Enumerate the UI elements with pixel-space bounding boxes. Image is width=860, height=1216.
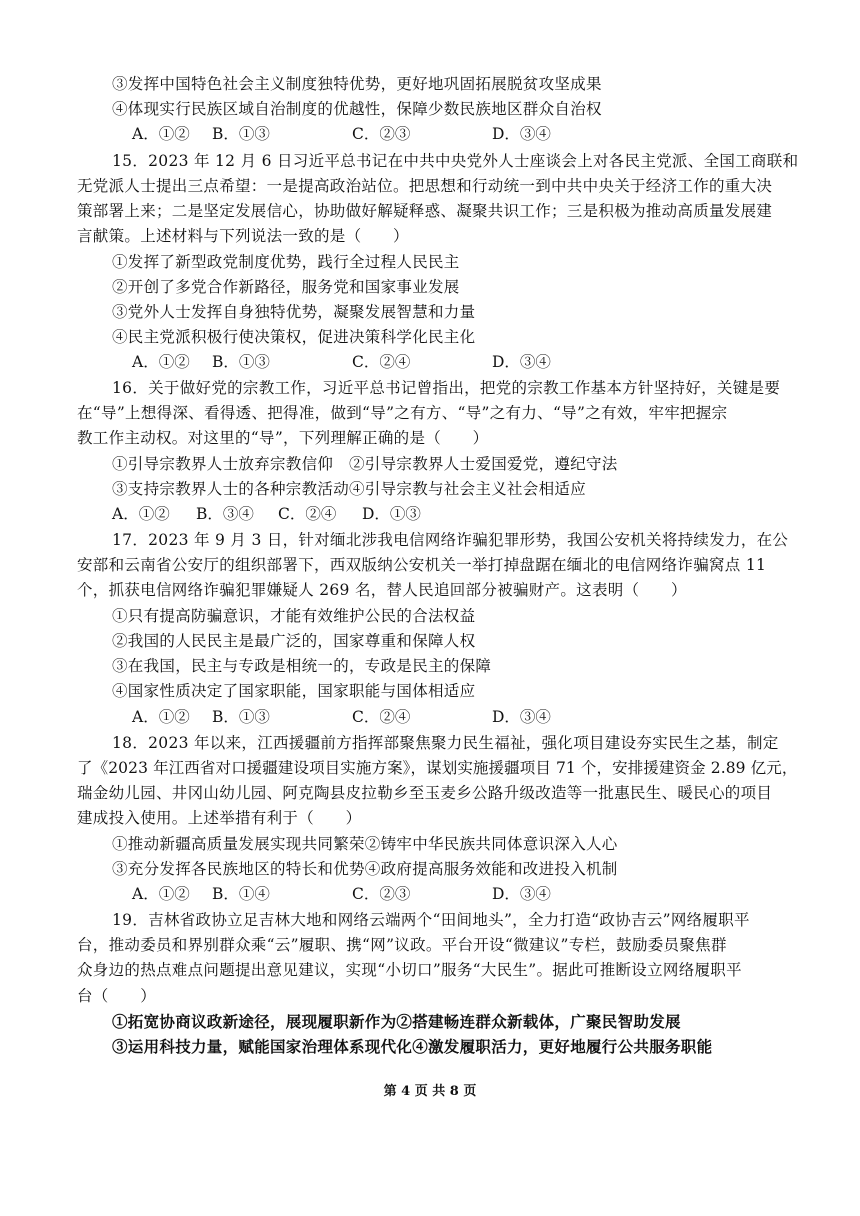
q16-option-a: A．①② <box>112 505 170 523</box>
q19-items-row-1: ①拓宽协商议政新途径，展现履职新作为②搭建畅连群众新载体，广聚民智助发展 <box>112 1012 681 1031</box>
q14-option-c: C．②③ <box>352 125 411 143</box>
q19-stem-line-2: 台，推动委员和界别群众乘“云”履职、携“网”议政。平台开设“微建议”专栏，鼓励委员聚焦群 <box>77 936 727 954</box>
q18-option-c: C．②③ <box>352 885 411 903</box>
q17-stem-line-3: 个，抓获电信网络诈骗犯罪嫌疑人 269 名，替人民追回部分被骗财产。这表明（ ） <box>77 581 687 599</box>
q18-option-a: A．①② <box>132 885 190 903</box>
q15-option-a: A．①② <box>132 353 190 371</box>
q15-stem-line-3: 策部署上来；二是坚定发展信心，协助做好解疑释惑、凝聚共识工作；三是积极为推动高质量发展建 <box>77 202 773 220</box>
q16-option-b: B．③④ <box>196 505 254 523</box>
q17-item-3: ③在我国，民主与专政是相统一的，专政是民主的保障 <box>112 657 492 675</box>
q16-stem-line-1: 16．关于做好党的宗教工作，习近平总书记曾指出，把党的宗教工作基本方针坚持好，关键是要 <box>112 379 781 397</box>
q18-stem-line-3: 瑞金幼儿园、井冈山幼儿园、阿克陶县皮拉勒乡至玉麦乡公路升级改造等一批惠民生、暖民心的项目 <box>77 784 773 802</box>
q16-items-row-1: ①引导宗教界人士放弃宗教信仰 ②引导宗教界人士爱国爱党，遵纪守法 <box>112 455 618 473</box>
q14-option-b: B．①③ <box>212 125 270 143</box>
q16-option-d: D．①③ <box>362 505 421 523</box>
q15-option-b: B．①③ <box>212 353 270 371</box>
q18-stem-line-1: 18．2023 年以来，江西援疆前方指挥部聚焦聚力民生福祉，强化项目建设夯实民生之基，制定 <box>112 734 779 752</box>
q19-stem-line-4: 台（ ） <box>77 987 157 1005</box>
q17-option-a: A．①② <box>132 708 190 726</box>
q18-stem-line-2: 了《2023 年江西省对口援疆建设项目实施方案》，谋划实施援疆项目 71 个，安排援建资金 2.89 亿元， <box>77 759 798 777</box>
q15-item-4: ④民主党派积极行使决策权，促进决策科学化民主化 <box>112 328 476 346</box>
q15-item-3: ③党外人士发挥自身独特优势，凝聚发展智慧和力量 <box>112 303 476 321</box>
q17-stem-line-1: 17．2023 年 9 月 3 日，针对缅北涉我电信网络诈骗犯罪形势，我国公安机关将持续发力，在公 <box>112 531 789 549</box>
q15-stem-line-2: 无党派人士提出三点希望：一是提高政治站位。把思想和行动统一到中共中央关于经济工作的重大决 <box>77 177 773 195</box>
q17-item-2: ②我国的人民民主是最广泛的，国家尊重和保障人权 <box>112 632 476 650</box>
q18-items-row-2: ③充分发挥各民族地区的特长和优势④政府提高服务效能和改进投入机制 <box>112 860 618 878</box>
q14-item-4: ④体现实行民族区域自治制度的优越性，保障少数民族地区群众自治权 <box>112 100 602 118</box>
q16-items-row-2: ③支持宗教界人士的各种宗教活动④引导宗教与社会主义社会相适应 <box>112 480 587 498</box>
q18-items-row-1: ①推动新疆高质量发展实现共同繁荣②铸牢中华民族共同体意识深入人心 <box>112 835 618 853</box>
q16-stem-line-2: 在“导”上想得深、看得透、把得准，做到“导”之有方、“导”之有力、“导”之有效，牢牢把握宗 <box>77 404 728 422</box>
page-number-footer: 第 4 页 共 8 页 <box>383 1084 477 1099</box>
q14-item-3: ③发挥中国特色社会主义制度独特优势，更好地巩固拓展脱贫攻坚成果 <box>112 75 602 93</box>
q17-option-c: C．②④ <box>352 708 411 726</box>
q19-items-row-2: ③运用科技力量，赋能国家治理体系现代化④激发履职活力，更好地履行公共服务职能 <box>112 1037 713 1056</box>
q17-option-b: B．①③ <box>212 708 270 726</box>
q19-stem-line-3: 众身边的热点难点问题提出意见建议，实现“小切口”服务“大民生”。据此可推断设立网络履职平 <box>77 961 742 979</box>
q15-item-2: ②开创了多党合作新路径，服务党和国家事业发展 <box>112 278 460 296</box>
q17-item-4: ④国家性质决定了国家职能，国家职能与国体相适应 <box>112 682 476 700</box>
q16-option-c: C．②④ <box>278 505 337 523</box>
q18-option-d: D．③④ <box>492 885 551 903</box>
q17-stem-line-2: 安部和云南省公安厅的组织部署下，西双版纳公安机关一举打掉盘踞在缅北的电信网络诈骗窝点 11 <box>77 556 767 574</box>
q15-option-c: C．②④ <box>352 353 411 371</box>
q19-stem-line-1: 19．吉林省政协立足吉林大地和网络云端两个“田间地头”，全力打造“政协吉云”网络履职平 <box>112 911 750 929</box>
q17-option-d: D．③④ <box>492 708 551 726</box>
q18-option-b: B．①④ <box>212 885 270 903</box>
q14-option-a: A．①② <box>132 125 190 143</box>
q15-stem-line-1: 15．2023 年 12 月 6 日习近平总书记在中共中央党外人士座谈会上对各民主党派、全国工商联和 <box>112 152 799 170</box>
q14-option-d: D．③④ <box>492 125 551 143</box>
q18-stem-line-4: 建成投入使用。上述举措有利于（ ） <box>77 809 362 827</box>
q15-stem-line-4: 言献策。上述材料与下列说法一致的是（ ） <box>77 227 409 245</box>
q16-stem-line-3: 教工作主动权。对这里的“导”，下列理解正确的是（ ） <box>77 429 489 447</box>
q15-item-1: ①发挥了新型政党制度优势，践行全过程人民民主 <box>112 253 460 271</box>
q15-option-d: D．③④ <box>492 353 551 371</box>
q17-item-1: ①只有提高防骗意识，才能有效维护公民的合法权益 <box>112 607 476 625</box>
